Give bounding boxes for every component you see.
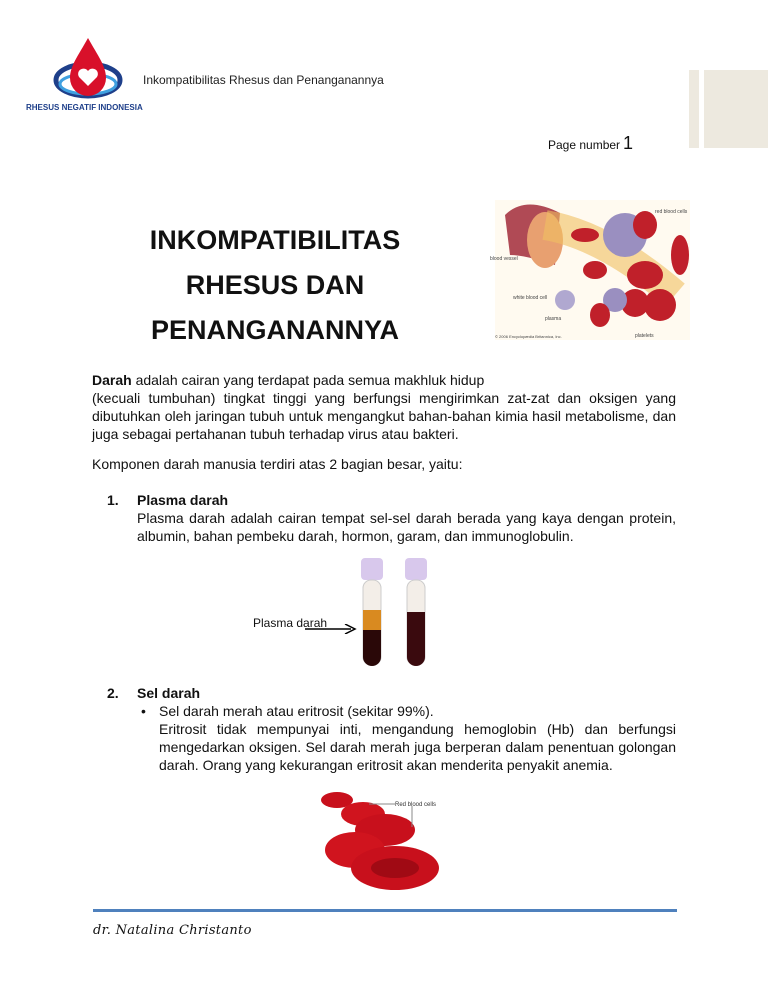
arrow-icon xyxy=(305,621,357,639)
blood-components-illustration xyxy=(485,195,695,360)
image-credit: © 2006 Encyclopædia Britannica, Inc. xyxy=(495,334,562,339)
intro-bold-term: Darah xyxy=(92,372,132,388)
document-title xyxy=(120,218,430,353)
label-white-blood-cell: white blood cell xyxy=(513,295,548,301)
section-number: 1. xyxy=(107,492,119,508)
logo-text: RHESUS NEGATIF INDONESIA xyxy=(26,103,143,112)
title-line: PENANGANANNYA xyxy=(150,315,400,345)
intro-first-line: adalah cairan yang terdapat pada semua makhluk hidup xyxy=(131,372,485,388)
label-red-blood-cells: red blood cells xyxy=(655,209,688,215)
decorative-block xyxy=(704,70,768,148)
decorative-bar xyxy=(689,70,699,148)
bullet-text: Eritrosit tidak mempunyai inti, mengandung hemoglobin (Hb) dan berfungsi mengedarkan oksigen. Sel darah merah juga berperan dalam penentuan golongan darah. Orang yang kekurangan eritrosit akan menderita penyakit anemia. xyxy=(159,721,676,773)
rhesus-logo xyxy=(48,36,128,102)
footer-rule xyxy=(93,909,677,912)
section-text: Plasma darah adalah cairan tempat sel-sel darah berada yang kaya dengan protein, albumin, bahan pembeku darah, hormon, garam, dan immunoglobulin. xyxy=(137,510,676,544)
footer-author: dr. Natalina Christanto xyxy=(93,923,252,938)
bullet-title: Sel darah merah atau eritrosit (sekitar 99%). xyxy=(159,703,434,719)
title-line: INKOMPATIBILITAS xyxy=(149,225,401,255)
page-number-label: Page number xyxy=(548,138,621,152)
section-heading: Plasma darah xyxy=(137,492,229,508)
blood-tubes-image xyxy=(355,555,455,667)
label-platelets: platelets xyxy=(635,333,654,339)
red-blood-cells-image xyxy=(315,790,445,890)
figure-label-plasma: Plasma darah xyxy=(253,616,328,630)
figure-label-rbc: Red blood cells xyxy=(395,802,437,808)
intro-text: (kecuali tumbuhan) tingkat tinggi yang berfungsi mengirimkan zat-zat dan oksigen yang dibutuhkan oleh jaringan tubuh untuk mengangkut bahan-bahan kimia hasil metabolisme, dan juga sebagai pertahanan tubuh terhadap virus atau bakteri. xyxy=(92,390,676,442)
page-number xyxy=(548,133,633,154)
section-number: 2. xyxy=(107,685,119,701)
section-heading: Sel darah xyxy=(137,685,201,701)
components-intro: Komponen darah manusia terdiri atas 2 bagian besar, yaitu: xyxy=(92,456,463,472)
running-header-title: Inkompatibilitas Rhesus dan Penanganannya xyxy=(143,73,384,87)
intro-paragraph xyxy=(92,371,676,443)
label-plasma: plasma xyxy=(545,316,562,322)
label-blood-vessel: blood vessel xyxy=(490,256,518,262)
page-number-value: 1 xyxy=(623,133,634,153)
title-line: RHESUS DAN xyxy=(185,270,365,300)
bullet-icon: • xyxy=(141,703,146,719)
